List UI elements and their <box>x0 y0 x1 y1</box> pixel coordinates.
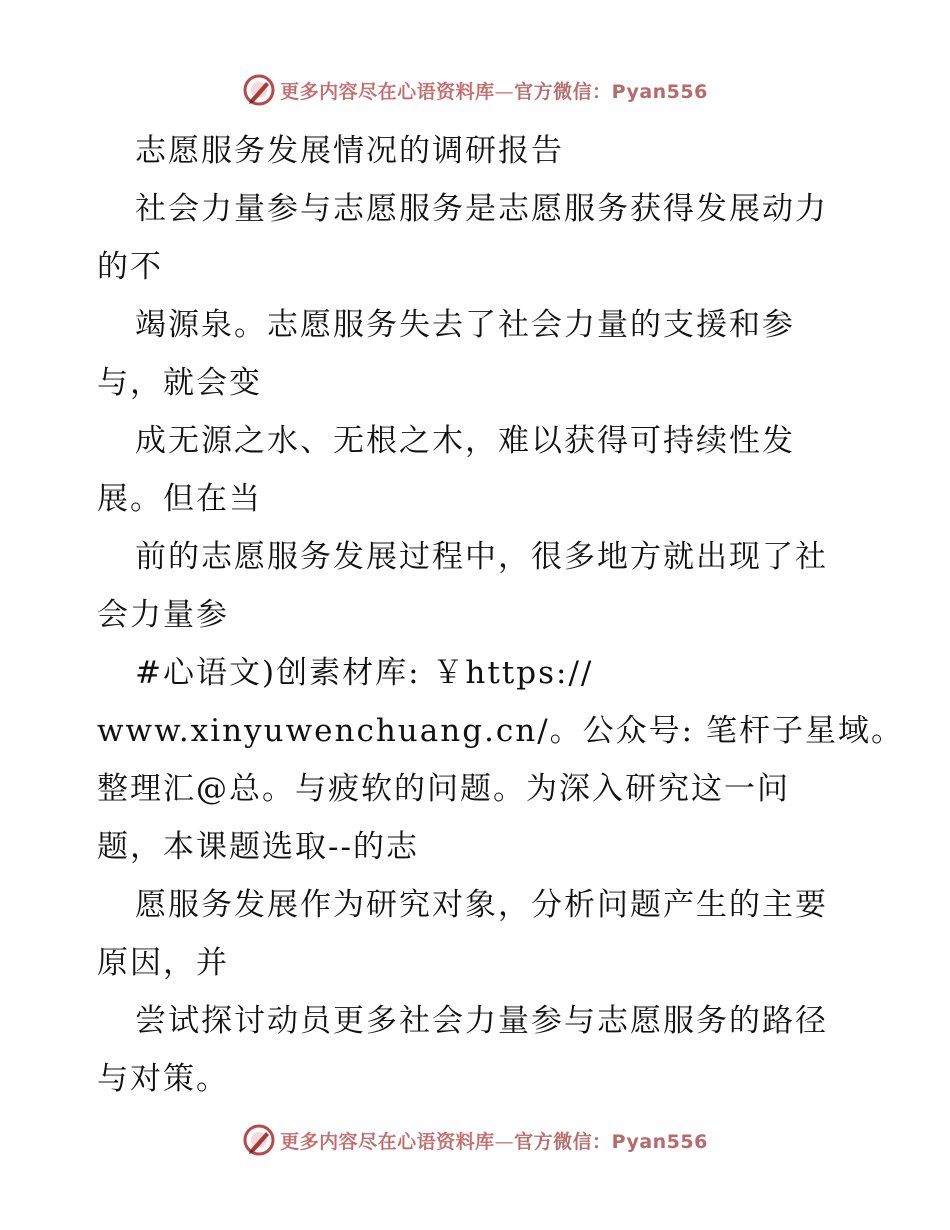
text-line: 展。但在当 <box>97 481 262 517</box>
document-body <box>97 122 904 1108</box>
banner-wechat: 官方微信：Pyan556 <box>514 80 708 103</box>
text-line: 题，本课题选取--的志 <box>97 829 419 865</box>
text-line: 整理汇@总。与疲软的问题。为深入研究这一问 <box>97 771 790 807</box>
text-line: 会力量参 <box>97 597 229 633</box>
document-title: 志愿服务发展情况的调研报告 <box>135 133 564 169</box>
footer-banner <box>0 1120 950 1160</box>
pen-logo-icon <box>242 1123 276 1157</box>
text-line: 愿服务发展作为研究对象，分析问题产生的主要 <box>135 887 828 923</box>
text-line: 尝试探讨动员更多社会力量参与志愿服务的路径 <box>135 1003 828 1039</box>
text-line: 社会力量参与志愿服务是志愿服务获得发展动力 <box>135 191 828 227</box>
text-line: 原因，并 <box>97 945 229 981</box>
text-line: www.xinyuwenchuang.cn/。公众号: 笔杆子星域。 <box>97 713 904 749</box>
banner-dash: — <box>494 1130 515 1153</box>
banner-wechat: 官方微信：Pyan556 <box>514 1130 708 1153</box>
header-banner <box>0 70 950 110</box>
text-line: 与对策。 <box>97 1061 229 1097</box>
text-line: 的不 <box>97 249 163 285</box>
text-line: 与，就会变 <box>97 365 262 401</box>
text-line: #心语文)创素材库: ￥https:// <box>135 655 594 691</box>
pen-logo-icon <box>242 73 276 107</box>
banner-text <box>280 1127 708 1154</box>
text-line: 前的志愿服务发展过程中，很多地方就出现了社 <box>135 539 828 575</box>
banner-text <box>280 77 708 104</box>
banner-dash: — <box>494 80 515 103</box>
text-line: 竭源泉。志愿服务失去了社会力量的支援和参 <box>135 307 795 343</box>
text-line: 成无源之水、无根之木，难以获得可持续性发 <box>135 423 795 459</box>
banner-title: 更多内容尽在心语资料库 <box>280 80 495 103</box>
banner-title: 更多内容尽在心语资料库 <box>280 1130 495 1153</box>
